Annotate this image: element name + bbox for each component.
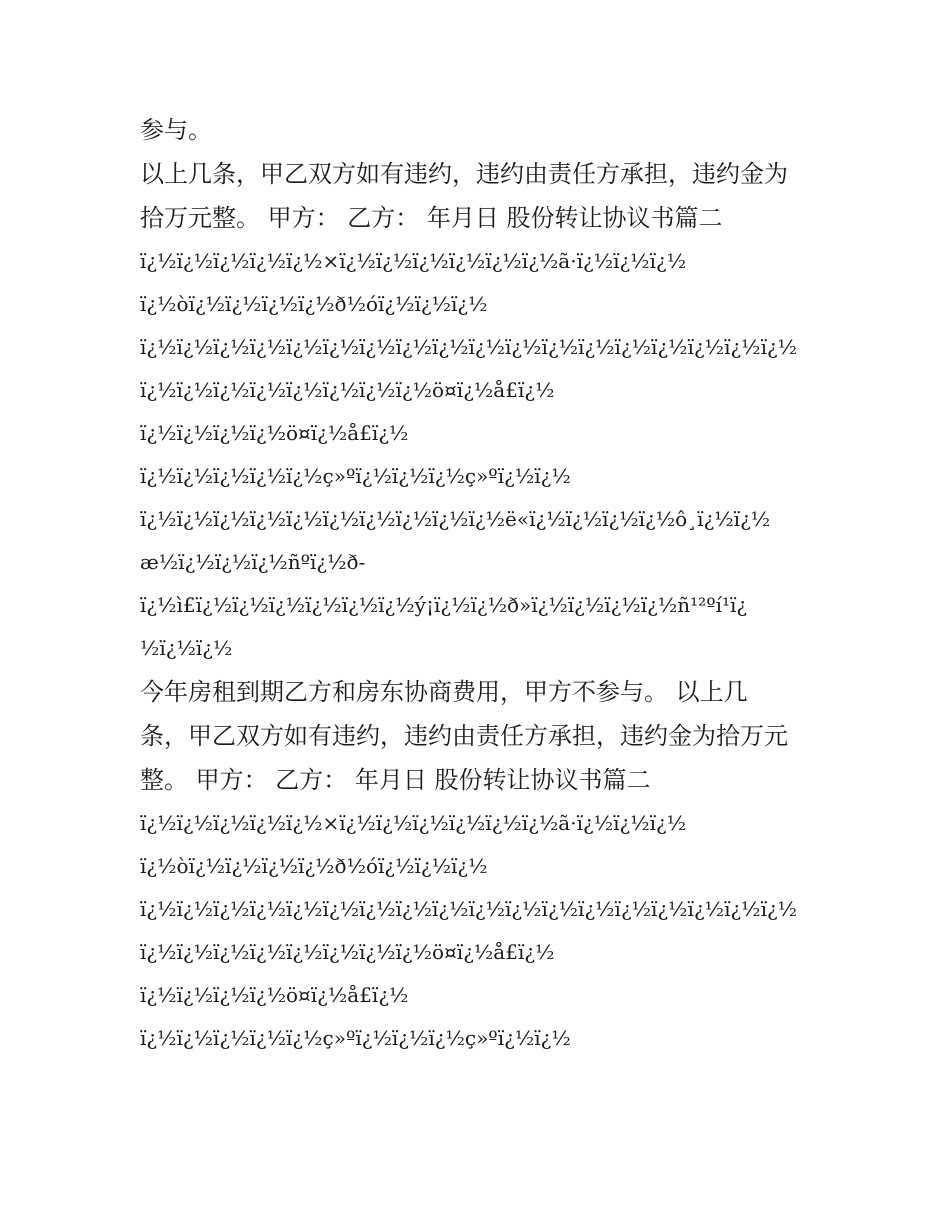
- garbled-text-line: ï¿½ì£ï¿½ï¿½ï¿½ï¿½ï¿½ï¿½ý¡ï¿½ï¿½ð»ï¿½ï¿½ï¿½ï¿½ñ¹²ºí¹ï¿: [140, 593, 748, 617]
- text-line: 参与。: [140, 116, 212, 144]
- text-line: 拾万元整。 甲方： 乙方： 年月日 股份转让协议书篇二: [140, 204, 723, 232]
- garbled-text-line: ï¿½òï¿½ï¿½ï¿½ï¿½ð½óï¿½ï¿½ï¿½: [140, 292, 488, 316]
- garbled-text-line: ï¿½ï¿½ï¿½ï¿½ï¿½×ï¿½ï¿½ï¿½ï¿½ï¿½ï¿½ã·ï¿½ï¿½ï¿½: [140, 811, 687, 835]
- garbled-text-line: ï¿½ï¿½ï¿½ï¿½ï¿½ï¿½ï¿½ï¿½ï¿½ï¿½ë«ï¿½ï¿½ï¿½ï¿½ô¸ï¿½ï¿½: [140, 507, 771, 531]
- text-line: 今年房租到期乙方和房东协商费用，甲方不参与。 以上几: [140, 678, 748, 706]
- garbled-text-line: ï¿½ï¿½ï¿½ï¿½ö¤ï¿½å£ï¿½: [140, 983, 409, 1007]
- garbled-text-line: ï¿½ï¿½ï¿½ï¿½ö¤ï¿½å£ï¿½: [140, 421, 409, 445]
- text-line: 整。 甲方： 乙方： 年月日 股份转让协议书篇二: [140, 766, 651, 794]
- garbled-text-line: ï¿½ï¿½ï¿½ï¿½ï¿½×ï¿½ï¿½ï¿½ï¿½ï¿½ï¿½ã·ï¿½ï¿½ï¿½: [140, 249, 687, 273]
- garbled-text-line: ï¿½òï¿½ï¿½ï¿½ï¿½ð½óï¿½ï¿½ï¿½: [140, 854, 488, 878]
- garbled-text-line: ï¿½ï¿½ï¿½ï¿½ï¿½ç»ºï¿½ï¿½ï¿½ç»ºï¿½ï¿½: [140, 464, 571, 488]
- garbled-text-line: ï¿½ï¿½ï¿½ï¿½ï¿½ï¿½ï¿½ï¿½ï¿½ï¿½ï¿½ï¿½ï¿½ï¿½ï¿½ï¿½ï¿½ï¿½: [140, 897, 798, 921]
- document-body: [140, 108, 820, 1060]
- garbled-text-line: æ½ï¿½ï¿½ï¿½ñºï¿½ð-: [140, 550, 366, 574]
- garbled-text-line: ï¿½ï¿½ï¿½ï¿½ï¿½ï¿½ï¿½ï¿½ö¤ï¿½å£ï¿½: [140, 940, 555, 964]
- text-line: 条，甲乙双方如有违约，违约由责任方承担，违约金为拾万元: [140, 722, 788, 750]
- garbled-text-line: ï¿½ï¿½ï¿½ï¿½ï¿½ç»ºï¿½ï¿½ï¿½ç»ºï¿½ï¿½: [140, 1026, 571, 1050]
- garbled-text-line: ½ï¿½ï¿½: [140, 636, 233, 660]
- garbled-text-line: ï¿½ï¿½ï¿½ï¿½ï¿½ï¿½ï¿½ï¿½ï¿½ï¿½ï¿½ï¿½ï¿½ï¿½ï¿½ï¿½ï¿½ï¿½: [140, 335, 798, 359]
- garbled-text-line: ï¿½ï¿½ï¿½ï¿½ï¿½ï¿½ï¿½ï¿½ö¤ï¿½å£ï¿½: [140, 378, 555, 402]
- text-line: 以上几条，甲乙双方如有违约，违约由责任方承担，违约金为: [140, 160, 788, 188]
